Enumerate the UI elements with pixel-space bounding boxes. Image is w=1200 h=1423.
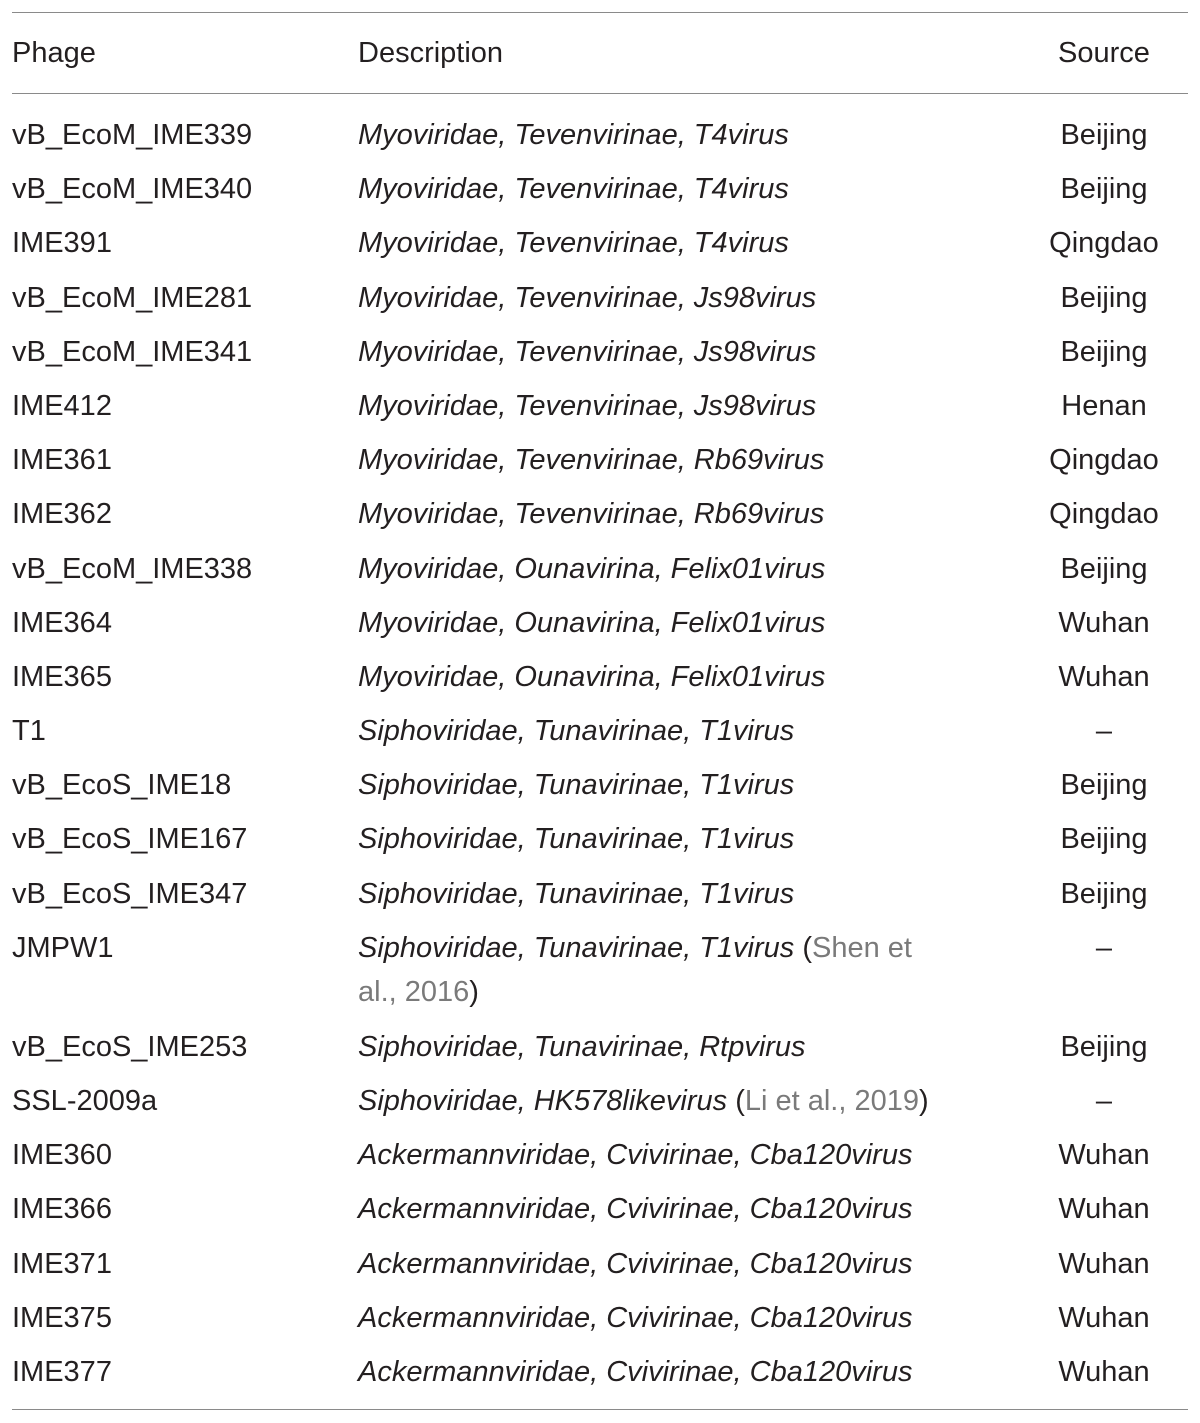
taxonomy-text: Siphoviridae, Tunavirinae, Rtpvirus: [358, 1030, 806, 1063]
phage-cell: vB_EcoM_IME338: [12, 552, 253, 585]
table-row: [12, 487, 1188, 541]
taxonomy-text: Myoviridae, Ounavirina, Felix01virus: [358, 606, 826, 639]
header-phage: Phage: [12, 37, 96, 69]
phage-cell: vB_EcoS_IME18: [12, 769, 232, 802]
description-cell: [358, 162, 948, 216]
taxonomy-text: Ackermannviridae, Cvivirinae, Cba120virus: [358, 1247, 913, 1280]
table-row: [12, 271, 1188, 325]
phage-cell: IME364: [12, 606, 112, 639]
source-cell: Wuhan: [1058, 1301, 1150, 1334]
table-row: [12, 433, 1188, 487]
description-cell: [358, 216, 948, 270]
citation-link[interactable]: Li et al., 2019: [744, 1085, 919, 1117]
description-cell: [358, 325, 948, 379]
citation-link[interactable]: Shen et al., 2016: [358, 931, 912, 1008]
taxonomy-text: Myoviridae, Tevenvirinae, T4virus: [358, 227, 789, 260]
phage-cell: T1: [12, 715, 46, 748]
phage-cell: JMPW1: [12, 931, 114, 964]
taxonomy-text: Ackermannviridae, Cvivirinae, Cba120virus: [358, 1139, 913, 1172]
phage-cell: IME375: [12, 1301, 112, 1334]
source-cell: Qingdao: [1049, 498, 1159, 531]
description-cell: [358, 1291, 948, 1345]
taxonomy-text: Ackermannviridae, Cvivirinae, Cba120virus: [358, 1355, 913, 1388]
phage-cell: IME412: [12, 389, 112, 422]
source-cell: Qingdao: [1049, 227, 1159, 260]
source-cell: Beijing: [1060, 823, 1148, 856]
description-cell: [358, 812, 948, 866]
taxonomy-text: Myoviridae, Tevenvirinae, T4virus: [358, 119, 789, 151]
taxonomy-text: Siphoviridae, HK578likevirus: [358, 1085, 728, 1117]
taxonomy-text: Ackermannviridae, Cvivirinae, Cba120virus: [358, 1193, 913, 1226]
phage-cell: vB_EcoM_IME340: [12, 173, 253, 206]
source-cell: –: [1095, 1085, 1113, 1117]
description-cell: [358, 1182, 948, 1236]
source-cell: –: [1095, 931, 1113, 964]
source-cell: Beijing: [1060, 1030, 1148, 1063]
taxonomy-text: Myoviridae, Tevenvirinae, Js98virus: [358, 281, 817, 314]
table-row: [12, 867, 1188, 921]
description-cell: [358, 108, 948, 162]
table-row: [12, 379, 1188, 433]
table-row: [12, 1074, 1188, 1128]
table-row: [12, 1182, 1188, 1236]
phage-cell: IME365: [12, 660, 112, 693]
phage-table: [12, 12, 1188, 1410]
phage-cell: vB_EcoM_IME281: [12, 281, 253, 314]
description-cell: [358, 1237, 948, 1291]
table-row: [12, 162, 1188, 216]
taxonomy-text: Siphoviridae, Tunavirinae, T1virus: [358, 931, 795, 964]
table-row: [12, 108, 1188, 162]
phage-cell: vB_EcoS_IME253: [12, 1030, 248, 1063]
description-cell: [358, 542, 948, 596]
description-cell: [358, 379, 948, 433]
description-cell: [358, 1128, 948, 1182]
phage-cell: vB_EcoM_IME341: [12, 335, 253, 368]
taxonomy-text: Myoviridae, Tevenvirinae, T4virus: [358, 173, 789, 206]
source-cell: Beijing: [1060, 119, 1148, 151]
table-row: [12, 704, 1188, 758]
source-cell: Beijing: [1060, 335, 1148, 368]
table-row: [12, 542, 1188, 596]
phage-cell: SSL-2009a: [12, 1085, 158, 1117]
taxonomy-text: Siphoviridae, Tunavirinae, T1virus: [358, 823, 795, 856]
source-cell: Wuhan: [1058, 660, 1150, 693]
phage-cell: vB_EcoS_IME167: [12, 823, 248, 856]
source-cell: Wuhan: [1058, 1355, 1150, 1388]
description-cell: [358, 1020, 948, 1074]
source-cell: Wuhan: [1058, 606, 1150, 639]
taxonomy-text: Siphoviridae, Tunavirinae, T1virus: [358, 715, 795, 748]
header-source: Source: [1058, 37, 1150, 69]
phage-cell: IME360: [12, 1139, 112, 1172]
table-row: [12, 325, 1188, 379]
phage-cell: IME391: [12, 227, 112, 260]
source-cell: –: [1095, 715, 1113, 748]
description-cell: [358, 433, 948, 487]
source-cell: Wuhan: [1058, 1139, 1150, 1172]
table-header: [12, 13, 1188, 93]
description-cell: Siphoviridae, Tunavirinae, T1virus (Shen et al., 2016): [358, 931, 912, 1008]
phage-cell: vB_EcoS_IME347: [12, 877, 248, 910]
phage-cell: IME366: [12, 1193, 112, 1226]
phage-cell: IME362: [12, 498, 112, 531]
description-cell: [358, 758, 948, 812]
taxonomy-text: Siphoviridae, Tunavirinae, T1virus: [358, 877, 795, 910]
table-body: [12, 108, 1188, 1399]
taxonomy-text: Myoviridae, Tevenvirinae, Js98virus: [358, 335, 817, 368]
table-row: [12, 596, 1188, 650]
description-cell: [358, 1345, 948, 1399]
description-cell: [358, 596, 948, 650]
source-cell: Henan: [1061, 389, 1147, 422]
table-row: [12, 1128, 1188, 1182]
source-cell: Beijing: [1060, 173, 1148, 206]
description-cell: [358, 650, 948, 704]
description-cell: [358, 271, 948, 325]
table-row: [12, 1020, 1188, 1074]
source-cell: Wuhan: [1058, 1193, 1150, 1226]
table-row: [12, 1291, 1188, 1345]
bottom-rule: [12, 1409, 1188, 1410]
taxonomy-text: Myoviridae, Ounavirina, Felix01virus: [358, 660, 826, 693]
source-cell: Beijing: [1060, 877, 1148, 910]
header-description: Description: [358, 37, 504, 69]
taxonomy-text: Myoviridae, Tevenvirinae, Rb69virus: [358, 444, 825, 477]
phage-cell: vB_EcoM_IME339: [12, 119, 253, 151]
description-cell: Siphoviridae, HK578likevirus (Li et al., 2019): [358, 1085, 929, 1117]
taxonomy-text: Myoviridae, Tevenvirinae, Rb69virus: [358, 498, 825, 531]
table-row: [12, 216, 1188, 270]
taxonomy-text: Myoviridae, Ounavirina, Felix01virus: [358, 552, 826, 585]
phage-cell: IME361: [12, 444, 112, 477]
phage-cell: IME371: [12, 1247, 112, 1280]
taxonomy-text: Siphoviridae, Tunavirinae, T1virus: [358, 769, 795, 802]
description-cell: [358, 867, 948, 921]
phage-cell: IME377: [12, 1355, 112, 1388]
table-row: [12, 812, 1188, 866]
source-cell: Beijing: [1060, 281, 1148, 314]
source-cell: Beijing: [1060, 769, 1148, 802]
table-row: [12, 1237, 1188, 1291]
description-cell: [358, 487, 948, 541]
table-row: [12, 1345, 1188, 1399]
source-cell: Wuhan: [1058, 1247, 1150, 1280]
source-cell: Qingdao: [1049, 444, 1159, 477]
taxonomy-text: Ackermannviridae, Cvivirinae, Cba120virus: [358, 1301, 913, 1334]
table-row: [12, 921, 1188, 1020]
table-row: [12, 650, 1188, 704]
table-row: [12, 758, 1188, 812]
taxonomy-text: Myoviridae, Tevenvirinae, Js98virus: [358, 389, 817, 422]
source-cell: Beijing: [1060, 552, 1148, 585]
description-cell: [358, 704, 948, 758]
